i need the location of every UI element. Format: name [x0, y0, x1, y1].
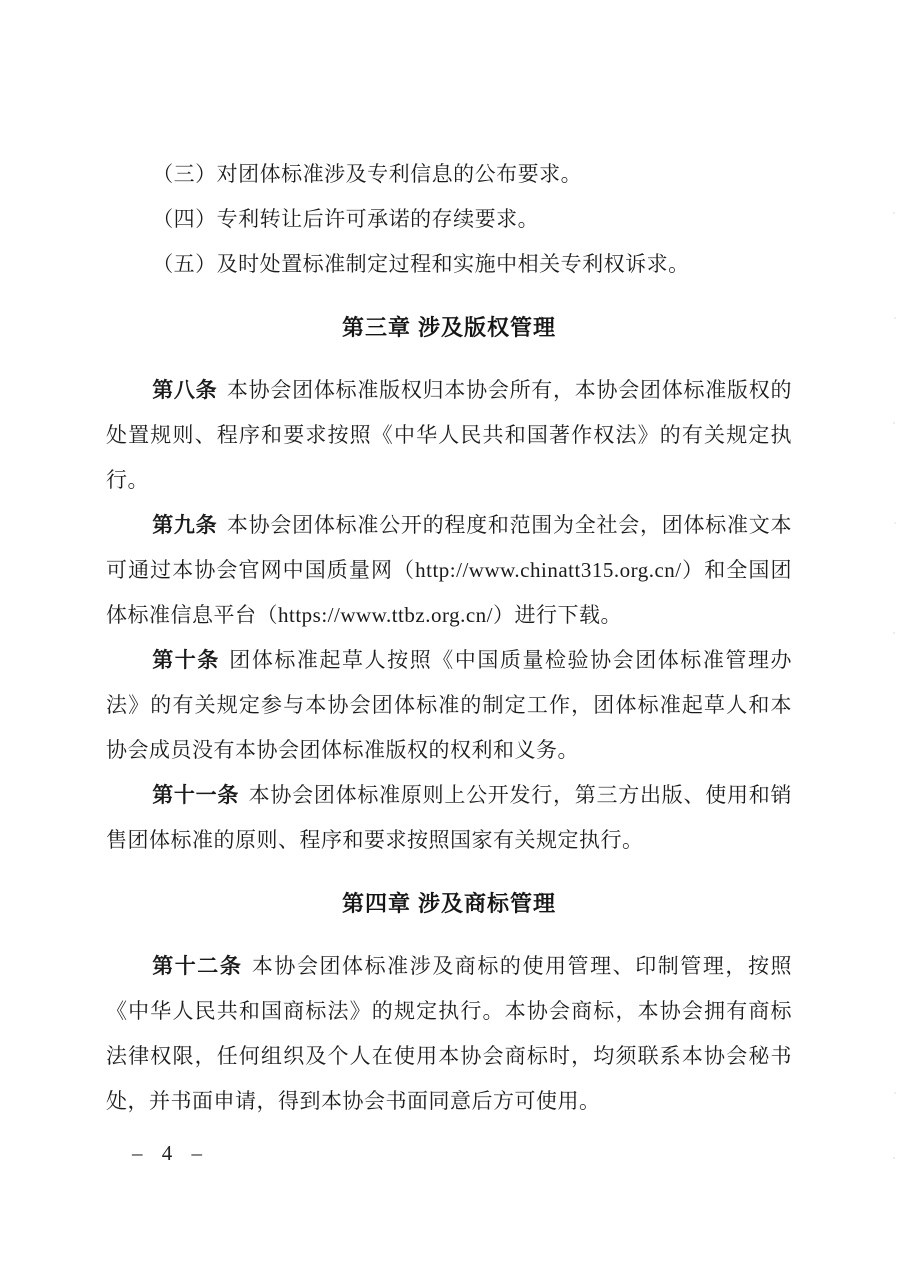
chapter-3-heading: 第三章 涉及版权管理 [341, 315, 557, 340]
article-10-text: 团体标准起草人按照《中国质量检验协会团体标准管理办法》的有关规定参与本协会团体标准的制定工作，团体标准起草人和本协会成员没有本协会团体标准版权的权利和义务。 [106, 648, 793, 762]
article-8-label: 第八条 [152, 379, 218, 402]
article-8 [106, 368, 792, 503]
article-11-label: 第十一条 [152, 784, 240, 807]
page-number: – 4 – [132, 1141, 209, 1165]
article-11 [106, 773, 792, 863]
article-8-text: 本协会团体标准版权归本协会所有，本协会团体标准版权的处置规则、程序和要求按照《中华人民共和国著作权法》的有关规定执行。 [106, 378, 793, 492]
article-10-label: 第十条 [152, 649, 220, 672]
article-10 [106, 638, 792, 773]
article-12-label: 第十二条 [152, 955, 243, 978]
article-9-text: 本协会团体标准公开的程度和范围为全社会，团体标准文本可通过本协会官网中国质量网（http://www.chinatt315.org.cn/）和全国团体标准信息平台（https://www.ttbz.org.cn/）进行下载。 [106, 513, 793, 627]
clause-item-3: （三）对团体标准涉及专利信息的公布要求。 [152, 162, 583, 186]
article-9-label: 第九条 [152, 514, 218, 537]
article-9 [106, 503, 792, 638]
document-body [106, 152, 792, 1124]
article-11-text: 本协会团体标准原则上公开发行，第三方出版、使用和销售团体标准的原则、程序和要求按照国家有关规定执行。 [106, 783, 792, 852]
chapter-4-heading: 第四章 涉及商标管理 [341, 891, 557, 916]
clause-item-4: （四）专利转让后许可承诺的存续要求。 [152, 207, 540, 231]
clause-item-5: （五）及时处置标准制定过程和实施中相关专利权诉求。 [152, 252, 690, 276]
scan-artifact-specks [893, 212, 895, 214]
article-12 [106, 944, 792, 1124]
article-12-text: 本协会团体标准涉及商标的使用管理、印制管理，按照《中华人民共和国商标法》的规定执行。本协会商标，本协会拥有商标法律权限，任何组织及个人在使用本协会商标时，均须联系本协会秘书处，并书面申请，得到本协会书面同意后方可使用。 [106, 954, 793, 1113]
